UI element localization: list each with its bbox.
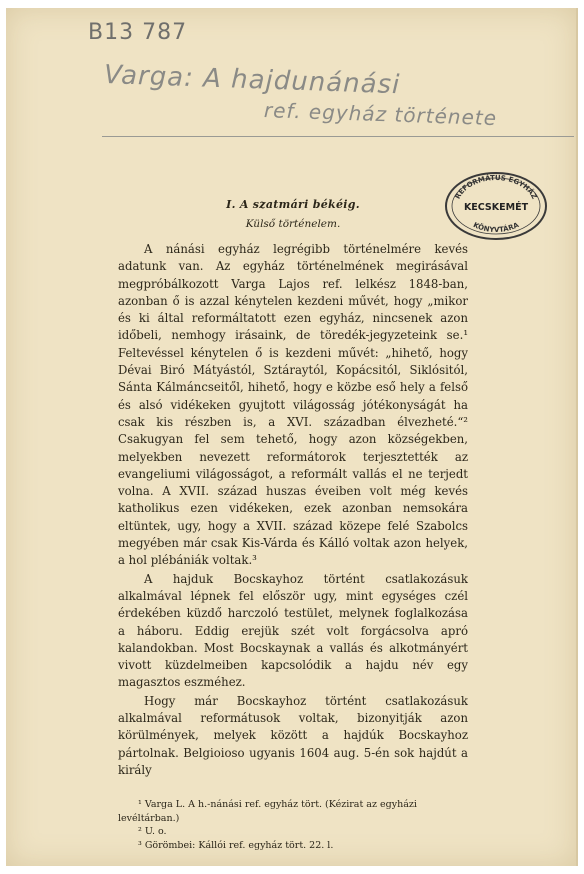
- svg-text:REFORMÁTUS EGYHÁZ: [454, 173, 539, 200]
- stamp-top-text: REFORMÁTUS EGYHÁZ: [453, 173, 539, 201]
- footnotes: [118, 798, 468, 852]
- paragraph: A nánási egyház legrégibb történelmére kevés adatunk van. Az egyház történelmének megirásával megpróbálkozott Varga Lajos ref. lelkész 1848-ban, azonban ő is azzal kénytelen kezdeni művét, hogy „mikor és ki által reformáltatott ezen egyház, nincsenek azon időbeli, nemhogy irásaink, de töredék-jegyzeteink se.¹ Feltevéssel kénytelen ő is kezdeni művét: „hihető, hogy Dévai Biró Mátyástól, Sztáraytól, Kopácsitól, Siklósitól, Sánta Kálmáncseitől, hihető, hogy e közbe eső hely a felső és alsó vidékeken gyujtott világosság jótékonyságát ha csak kis részben is, a XVI. században élvezheté.“² Csakugyan fel sem tehető, hogy azon községekben, melyekben nevezett reformátorok terjesztették az evangeliumi világosságot, a reformált vallás el ne terjedt volna. A XVII. század huszas éveiben volt még kevés katholikus ezen vidékeken, ezek azonban nemsokára eltüntek, ugy, hogy a XVII. század közepe felé Szabolcs megyében már csak Kis-Várda és Kálló voltak azon helyek, a hol plébániák voltak.³: [118, 242, 468, 568]
- handwritten-title-line2: ref. egyház története: [263, 98, 498, 131]
- scanned-page: [6, 8, 578, 866]
- paragraph: Hogy már Bocskayhoz történt csatlakozásuk alkalmával reformátusok voltak, bizonyitják azon körülmények, melyek között a hajdúk Bocskayhoz pártolnak. Belgioioso ugyanis 1604 aug. 5-én sok hajdút a király: [118, 693, 468, 777]
- handwritten-title-line1: Varga: A hajdunánási: [103, 60, 401, 101]
- pencil-rule-line: [102, 136, 574, 137]
- printed-text-block: [118, 198, 468, 852]
- chapter-heading: I. A szatmári békéig.: [226, 198, 360, 211]
- handwritten-reference-number: B13 787: [88, 20, 188, 45]
- stamp-bottom-text: KÖNYVTÁRA: [471, 220, 521, 235]
- stamp-middle-text: KECSKEMÉT: [463, 202, 529, 213]
- paragraph: A hajduk Bocskayhoz történt csatlakozásuk alkalmával lépnek fel először ugy, mint egységes czél érdekében küzdő harczoló testület, melynek foglalkozása a háboru. Eddig erejük szét volt forgácsolva apró kalandokban. Most Bocskaynak a vallás és alkotmányért vivott küzdelmeiben kapcsolódik a hajdu név egy magasztos eszméhez.: [118, 571, 468, 690]
- footnote: ² U. o.: [138, 826, 167, 838]
- section-subheading: Külső történelem.: [245, 218, 341, 230]
- footnote: ³ Görömbei: Kállói ref. egyház tört. 22. l.: [138, 839, 334, 851]
- body-text: [118, 241, 468, 779]
- footnote: ¹ Varga L. A h.-nánási ref. egyház tört. (Kézirat az egyházi levéltárban.): [118, 799, 417, 824]
